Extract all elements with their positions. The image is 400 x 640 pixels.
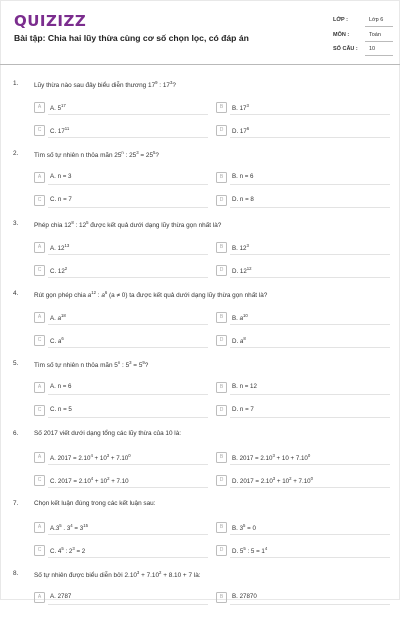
option-underline	[48, 464, 208, 465]
option-text: C. $4^5$ : $2^3 = 2$	[50, 546, 86, 556]
answer-option-a[interactable]	[34, 522, 210, 534]
question-6	[0, 430, 400, 500]
option-text: C. $a^6$	[50, 336, 64, 346]
option-letter-box[interactable]: A	[34, 172, 45, 183]
option-underline	[48, 347, 208, 348]
option-underline	[230, 184, 390, 185]
answer-option-b[interactable]	[216, 592, 392, 604]
option-underline	[230, 277, 390, 278]
option-underline	[48, 394, 208, 395]
answer-option-a[interactable]	[34, 242, 210, 254]
option-underline	[230, 114, 390, 115]
question-text: Tìm số tự nhiên n thỏa mãn 25$^n$ : $25^3 = 25^5$?	[34, 150, 159, 160]
question-number: 2.	[13, 150, 19, 157]
option-underline	[230, 604, 390, 605]
answer-option-b[interactable]	[216, 522, 392, 534]
option-text: B. n = 6	[232, 173, 254, 180]
option-text: A. $2017 = 2.10^4 + 10^3 + 7.10^0$	[50, 453, 131, 463]
option-underline	[230, 254, 390, 255]
option-letter-box[interactable]: C	[34, 405, 45, 416]
answer-option-b[interactable]	[216, 102, 392, 114]
option-underline	[230, 557, 390, 558]
answer-option-d[interactable]	[216, 195, 392, 207]
answer-option-c[interactable]	[34, 475, 210, 487]
option-underline	[48, 604, 208, 605]
answer-option-b[interactable]	[216, 242, 392, 254]
answer-option-d[interactable]	[216, 405, 392, 417]
option-letter-box[interactable]: C	[34, 125, 45, 136]
answer-option-c[interactable]	[34, 335, 210, 347]
option-underline	[48, 277, 208, 278]
option-text: D. $2017 = 2.10^3 + 10^2 + 7.10^0$	[232, 476, 313, 486]
option-letter-box[interactable]: C	[34, 335, 45, 346]
option-letter-box[interactable]: C	[34, 475, 45, 486]
option-letter-box[interactable]: A	[34, 452, 45, 463]
option-text: D. $17^6$	[232, 126, 250, 136]
grade-underline	[365, 26, 393, 27]
option-letter-box[interactable]: D	[216, 265, 227, 276]
option-underline	[48, 534, 208, 535]
answer-option-a[interactable]	[34, 172, 210, 184]
option-text: A. 2787	[50, 593, 72, 600]
answer-option-c[interactable]	[34, 405, 210, 417]
answer-option-d[interactable]	[216, 265, 392, 277]
question-number: 5.	[13, 360, 19, 367]
worksheet-header	[0, 0, 400, 64]
option-text: C. $12^2$	[50, 266, 68, 276]
subject-label: MÔN :	[333, 32, 350, 38]
question-text: Lũy thừa nào sau đây biểu diễn thương $17^9$ : $17^3$?	[34, 80, 176, 90]
option-letter-box[interactable]: B	[216, 102, 227, 113]
question-text: Tìm số tự nhiên n thỏa mãn 5$^n$ : $5^3 = 5^9$?	[34, 360, 149, 370]
option-underline	[48, 557, 208, 558]
question-count-value: 10	[369, 46, 376, 52]
grade-field	[333, 17, 384, 23]
answer-option-d[interactable]	[216, 125, 392, 137]
answer-option-b[interactable]	[216, 312, 392, 324]
option-letter-box[interactable]: D	[216, 125, 227, 136]
option-letter-box[interactable]: B	[216, 522, 227, 533]
option-letter-box[interactable]: B	[216, 592, 227, 603]
option-text: B. $2017 = 2.10^3 + 10 + 7.10^0$	[232, 453, 311, 463]
answer-option-c[interactable]	[34, 125, 210, 137]
question-7	[0, 500, 400, 570]
question-text: Rút gọn phép chia $a^{12}$ : $a^6$ (a ≠ 0) ta được kết quả dưới dạng lũy thừa gọn nhất là?	[34, 290, 268, 300]
option-text: D. n = 7	[232, 406, 254, 413]
question-count-label: SỐ CÂU :	[333, 46, 358, 52]
option-underline	[48, 417, 208, 418]
option-text: B. n = 12	[232, 383, 257, 390]
question-text: Chọn kết luận đúng trong các kết luận sau:	[34, 500, 156, 507]
answer-option-b[interactable]	[216, 172, 392, 184]
answer-option-b[interactable]	[216, 382, 392, 394]
option-text: D. $a^8$	[232, 336, 246, 346]
option-letter-box[interactable]: B	[216, 172, 227, 183]
option-text: A. $5^{17}$	[50, 103, 66, 113]
question-1	[0, 80, 400, 150]
count-underline	[365, 55, 393, 56]
option-letter-box[interactable]: A	[34, 242, 45, 253]
option-letter-box[interactable]: C	[34, 545, 45, 556]
option-underline	[230, 324, 390, 325]
option-letter-box[interactable]: B	[216, 242, 227, 253]
question-3	[0, 220, 400, 290]
option-underline	[230, 347, 390, 348]
option-underline	[230, 417, 390, 418]
option-letter-box[interactable]: A	[34, 522, 45, 533]
option-text: $A.3^5$ . $3^4 = 3^{15}$	[50, 523, 88, 533]
option-text: B. $12^3$	[232, 243, 249, 253]
question-2	[0, 150, 400, 220]
question-text: Phép chia $12^8$ : $12^5$ được kết quả dưới dạng lũy thừa gọn nhất là?	[34, 220, 222, 230]
answer-option-d[interactable]	[216, 475, 392, 487]
option-letter-box[interactable]: C	[34, 265, 45, 276]
option-underline	[230, 534, 390, 535]
answer-option-c[interactable]	[34, 195, 210, 207]
option-text: D. $5^5$ : $5 = 1^4$	[232, 546, 268, 556]
option-text: A. n = 6	[50, 383, 72, 390]
question-number: 8.	[13, 570, 19, 577]
option-text: B. 27870	[232, 593, 257, 600]
answer-option-d[interactable]	[216, 335, 392, 347]
grade-label: LỚP :	[333, 17, 348, 23]
question-8	[0, 570, 400, 640]
option-text: C. $17^{11}$	[50, 126, 70, 136]
option-letter-box[interactable]: D	[216, 335, 227, 346]
answer-option-a[interactable]	[34, 452, 210, 464]
option-letter-box[interactable]: B	[216, 452, 227, 463]
answer-option-a[interactable]	[34, 382, 210, 394]
question-text: Số tự nhiên được biểu diễn bởi $2.10^3 + 7.10^2 + 8.10 + 7$ là:	[34, 570, 201, 580]
option-underline	[48, 114, 208, 115]
question-number: 3.	[13, 220, 19, 227]
option-letter-box[interactable]: A	[34, 592, 45, 603]
answer-option-d[interactable]	[216, 545, 392, 557]
answer-option-c[interactable]	[34, 265, 210, 277]
option-letter-box[interactable]: D	[216, 545, 227, 556]
worksheet-title: Bài tập: Chia hai lũy thừa cùng cơ số chọn lọc, có đáp án	[14, 33, 249, 43]
subject-field	[333, 32, 381, 38]
question-4	[0, 290, 400, 360]
header-divider	[0, 64, 400, 65]
option-text: B. $a^{10}$	[232, 313, 248, 323]
option-text: C. $2017 = 2.10^4 + 10^2 + 7.10$	[50, 476, 129, 486]
option-letter-box[interactable]: D	[216, 475, 227, 486]
answer-option-a[interactable]	[34, 102, 210, 114]
option-underline	[48, 324, 208, 325]
question-number: 7.	[13, 500, 19, 507]
option-underline	[48, 254, 208, 255]
subject-value: Toán	[369, 32, 381, 38]
option-text: C. n = 5	[50, 406, 72, 413]
question-5	[0, 360, 400, 430]
option-text: A. $a^{18}$	[50, 313, 66, 323]
option-letter-box[interactable]: B	[216, 382, 227, 393]
question-number: 6.	[13, 430, 19, 437]
answer-option-a[interactable]	[34, 592, 210, 604]
option-underline	[230, 207, 390, 208]
subject-underline	[365, 41, 393, 42]
option-underline	[230, 487, 390, 488]
grade-value: Lớp 6	[369, 17, 384, 23]
option-underline	[48, 184, 208, 185]
option-underline	[230, 464, 390, 465]
option-underline	[230, 394, 390, 395]
option-text: A. n = 3	[50, 173, 72, 180]
option-letter-box[interactable]: B	[216, 312, 227, 323]
option-letter-box[interactable]: A	[34, 102, 45, 113]
option-text: C. n = 7	[50, 196, 72, 203]
option-text: D. n = 8	[232, 196, 254, 203]
option-underline	[230, 137, 390, 138]
answer-option-a[interactable]	[34, 312, 210, 324]
option-letter-box[interactable]: A	[34, 382, 45, 393]
question-number: 4.	[13, 290, 19, 297]
question-number: 1.	[13, 80, 19, 87]
option-underline	[48, 487, 208, 488]
question-count-field	[333, 46, 376, 52]
option-text: B. $3^5 = 0$	[232, 523, 256, 533]
answer-option-b[interactable]	[216, 452, 392, 464]
option-letter-box[interactable]: C	[34, 195, 45, 206]
option-text: A. $12^{13}$	[50, 243, 70, 253]
option-text: B. $17^3$	[232, 103, 249, 113]
question-text: Số 2017 viết dưới dạng tổng các lũy thừa của 10 là:	[34, 430, 182, 437]
answer-option-c[interactable]	[34, 545, 210, 557]
option-letter-box[interactable]: A	[34, 312, 45, 323]
option-underline	[48, 137, 208, 138]
quizizz-logo: QUIZIZZ	[14, 12, 87, 30]
option-letter-box[interactable]: D	[216, 195, 227, 206]
option-letter-box[interactable]: D	[216, 405, 227, 416]
option-text: D. $12^{12}$	[232, 266, 252, 276]
option-underline	[48, 207, 208, 208]
